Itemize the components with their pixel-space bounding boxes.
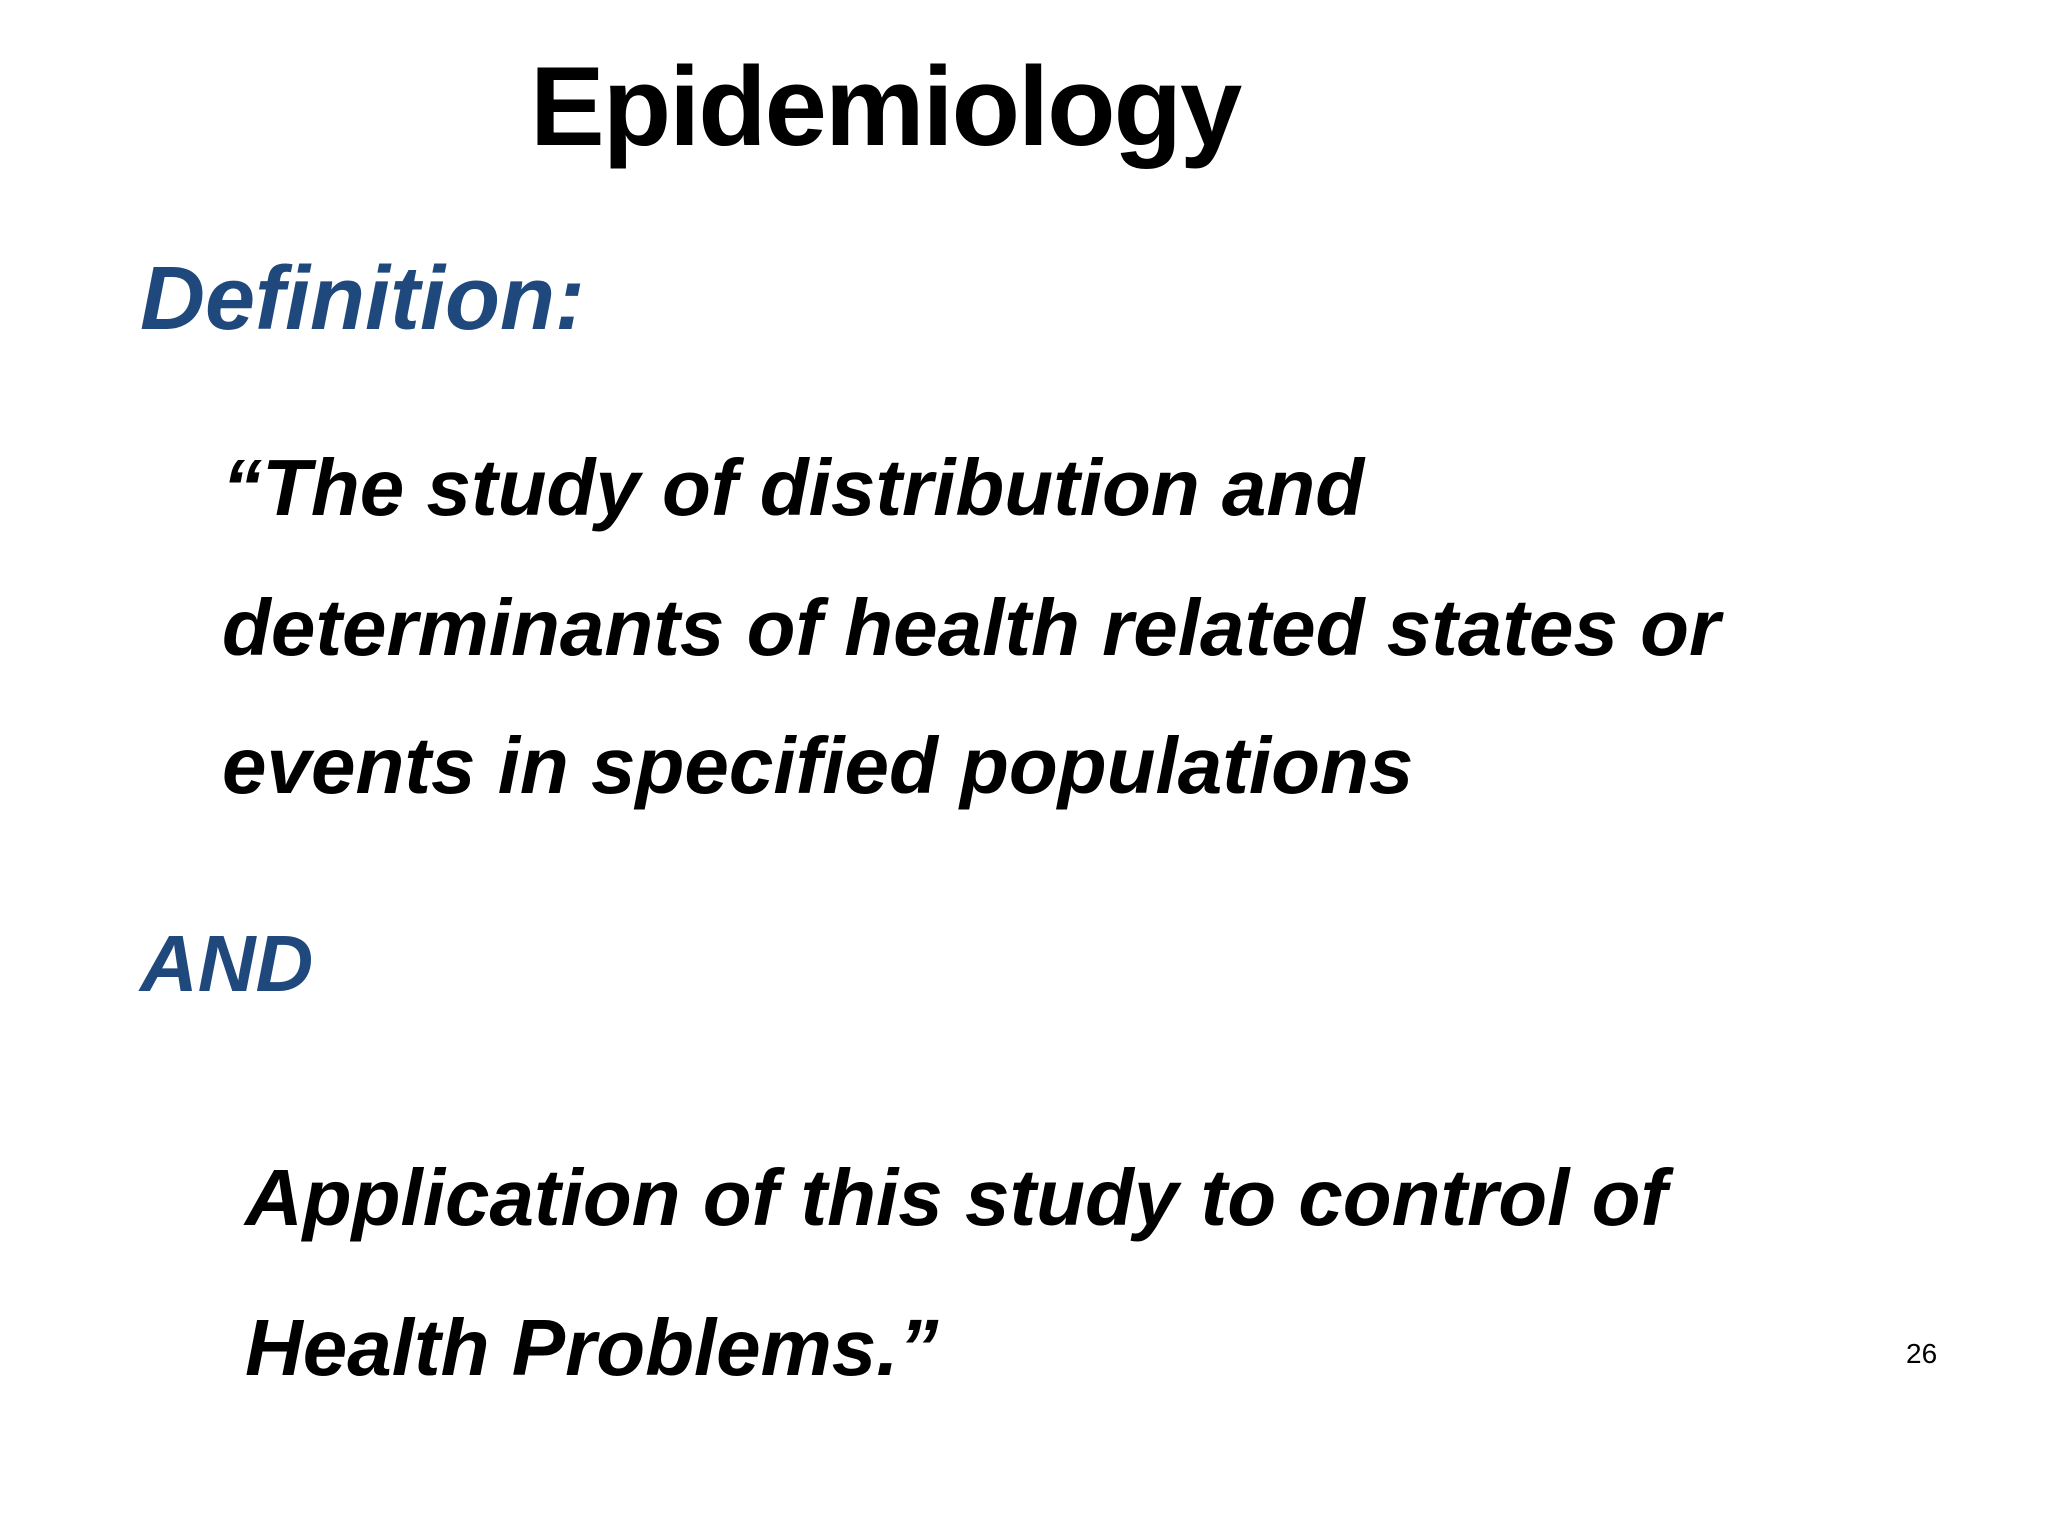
slide-title: Epidemiology xyxy=(530,44,1241,169)
application-line-1: Application of this study to control of xyxy=(245,1153,1668,1242)
quote-line-1: “The study of distribution and xyxy=(222,443,1365,532)
and-connector: AND xyxy=(140,919,314,1008)
application-line-2: Health Problems.” xyxy=(245,1303,939,1392)
quote-line-2: determinants of health related states or xyxy=(222,583,1721,672)
quote-line-3: events in specified populations xyxy=(222,721,1414,810)
definition-label: Definition: xyxy=(140,249,585,349)
slide-number: 26 xyxy=(1906,1338,1938,1369)
